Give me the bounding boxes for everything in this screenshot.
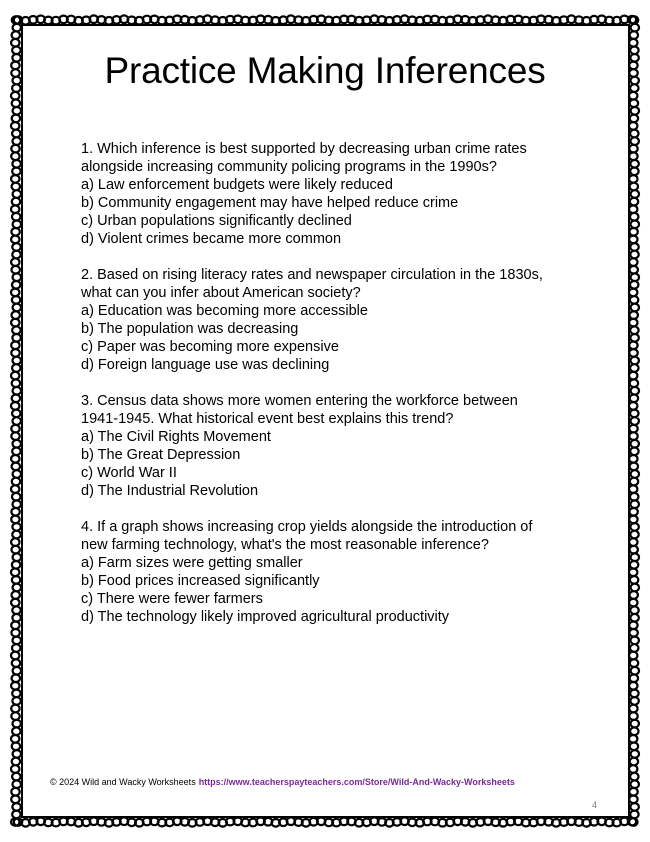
answer-option-d: d) Foreign language use was declining: [81, 357, 330, 373]
answer-option-d: d) The technology likely improved agricultural productivity: [81, 609, 450, 625]
answer-option-a: a) The Civil Rights Movement: [81, 429, 271, 445]
answer-option-c: c) Paper was becoming more expensive: [81, 339, 339, 355]
store-link[interactable]: https://www.teacherspayteachers.com/Store/Wild-And-Wacky-Worksheets: [198, 777, 515, 787]
footer: [50, 777, 515, 787]
page-number: 4: [592, 800, 598, 810]
question-text-line: alongside increasing community policing programs in the 1990s?: [81, 159, 497, 175]
question-text-line: 1. Which inference is best supported by decreasing urban crime rates: [81, 141, 527, 157]
answer-option-d: d) The Industrial Revolution: [81, 483, 259, 499]
question-2: [81, 266, 581, 374]
question-3: [81, 392, 581, 500]
answer-option-b: b) The Great Depression: [81, 447, 241, 463]
question-text-line: what can you infer about American society?: [81, 285, 361, 301]
question-text-line: 1941-1945. What historical event best explains this trend?: [81, 411, 454, 427]
question-4: [81, 518, 581, 626]
copyright-text: © 2024 Wild and Wacky Worksheets: [50, 777, 196, 787]
question-list: [81, 140, 581, 644]
question-text-line: new farming technology, what's the most reasonable inference?: [81, 537, 489, 553]
answer-option-b: b) Community engagement may have helped reduce crime: [81, 195, 459, 211]
answer-option-a: a) Education was becoming more accessible: [81, 303, 368, 319]
question-text-line: 3. Census data shows more women entering the workforce between: [81, 393, 518, 409]
question-text-line: 4. If a graph shows increasing crop yields alongside the introduction of: [81, 519, 533, 535]
answer-option-c: c) World War II: [81, 465, 177, 481]
answer-option-b: b) Food prices increased significantly: [81, 573, 320, 589]
answer-option-a: a) Law enforcement budgets were likely reduced: [81, 177, 393, 193]
answer-option-c: c) There were fewer farmers: [81, 591, 263, 607]
answer-option-b: b) The population was decreasing: [81, 321, 299, 337]
page-title: Practice Making Inferences: [104, 50, 546, 91]
answer-option-a: a) Farm sizes were getting smaller: [81, 555, 303, 571]
question-1: [81, 140, 581, 248]
answer-option-d: d) Violent crimes became more common: [81, 231, 342, 247]
question-text-line: 2. Based on rising literacy rates and newspaper circulation in the 1830s,: [81, 267, 543, 283]
answer-option-c: c) Urban populations significantly declined: [81, 213, 352, 229]
